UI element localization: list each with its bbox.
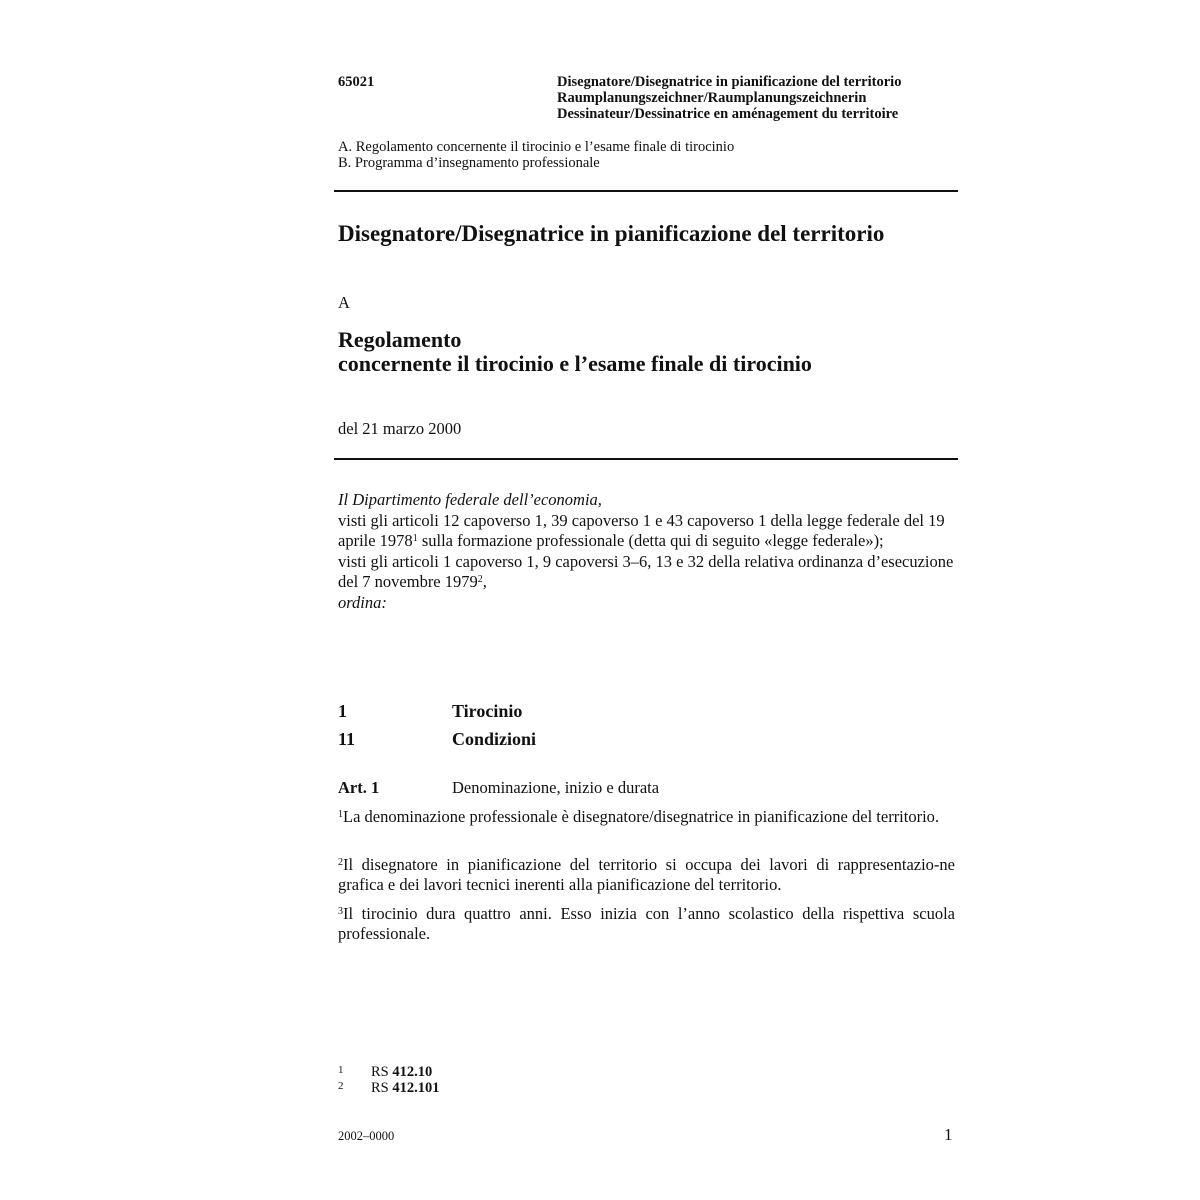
preamble-visti-2-text: visti gli articoli 1 capoverso 1, 9 capoversi 3–6, 13 e 32 della relativa ordinanza d’esecuzione del 7 novembre 1979 [338,551,954,591]
regulation-title-line1: Regolamento [338,327,462,352]
regulation-date: del 21 marzo 2000 [338,419,462,438]
footnote-prefix: RS [371,1064,389,1080]
footnote-number: 1 [338,1064,344,1076]
divider-top [334,190,958,192]
article-paragraph-3 [338,904,955,944]
header-titles [557,74,901,122]
table-of-contents [338,139,734,171]
preamble [338,490,958,613]
footer-doc-code: 2002–0000 [338,1129,395,1143]
main-title: Disegnatore/Disegnatrice in pianificazione del territorio [338,221,885,246]
footnote-ref-1: 1 [412,533,418,544]
preamble-visti-2 [338,552,958,593]
preamble-visti-2-rest: , [482,572,487,591]
header-title-de: Raumplanungszeichner/Raumplanungszeichnerin [557,90,867,106]
preamble-visti-1-rest: sulla formazione professionale (detta qui di seguito «legge federale»); [417,531,884,550]
section-title-1: Tirocinio [452,701,523,721]
article-title: Denominazione, inizio e durata [452,778,660,797]
paragraph-text: La denominazione professionale è disegnatore/disegnatrice in pianificazione del territorio. [343,807,940,826]
toc-item-a: A. Regolamento concernente il tirocinio e l’esame finale di tirocinio [338,139,735,155]
paragraph-text: Il tirocinio dura quattro anni. Esso inizia con l’anno scolastico della rispettiva scuola professionale. [338,904,955,943]
preamble-authority: Il Dipartimento federale dell’economia, [338,490,602,509]
footnote-number: 2 [338,1080,344,1092]
footnote-2 [338,1080,440,1097]
header-title-it: Disegnatore/Disegnatrice in pianificazione del territorio [557,74,902,90]
article-number: Art. 1 [338,778,380,797]
page-number: 1 [944,1125,953,1144]
article-paragraph-2 [338,855,955,895]
preamble-visti-1 [338,511,958,552]
footnote-prefix: RS [371,1080,389,1096]
regulation-title-line2: concernente il tirocinio e l’esame finale di tirocinio [338,351,812,376]
section-number-11: 11 [338,729,356,749]
footnote-1 [338,1064,432,1081]
paragraph-number: 3 [338,906,343,917]
footnote-ref: 412.101 [392,1080,440,1096]
paragraph-number: 2 [338,857,343,868]
preamble-ordina: ordina: [338,592,387,612]
regulation-title [338,328,812,376]
section-title-11: Condizioni [452,729,537,749]
section-number-1: 1 [338,701,347,721]
header-title-fr: Dessinateur/Dessinatrice en aménagement du territoire [557,106,899,122]
document-code: 65021 [338,74,375,90]
divider-middle [334,458,958,460]
toc-item-b: B. Programma d’insegnamento professionale [338,155,600,171]
article-paragraph-1 [338,807,955,827]
paragraph-number: 1 [338,809,343,820]
part-letter: A [338,293,350,312]
preamble-visti-1-text: visti gli articoli 12 capoverso 1, 39 capoverso 1 e 43 capoverso 1 della legge federale del 19 aprile 1978 [338,510,945,550]
paragraph-text: Il disegnatore in pianificazione del territorio si occupa dei lavori di rappresentazio-ne grafica e dei lavori tecnici inerenti alla pianificazione del territorio. [338,855,955,894]
footnote-ref-2: 2 [477,574,483,585]
footnote-ref: 412.10 [392,1064,433,1080]
